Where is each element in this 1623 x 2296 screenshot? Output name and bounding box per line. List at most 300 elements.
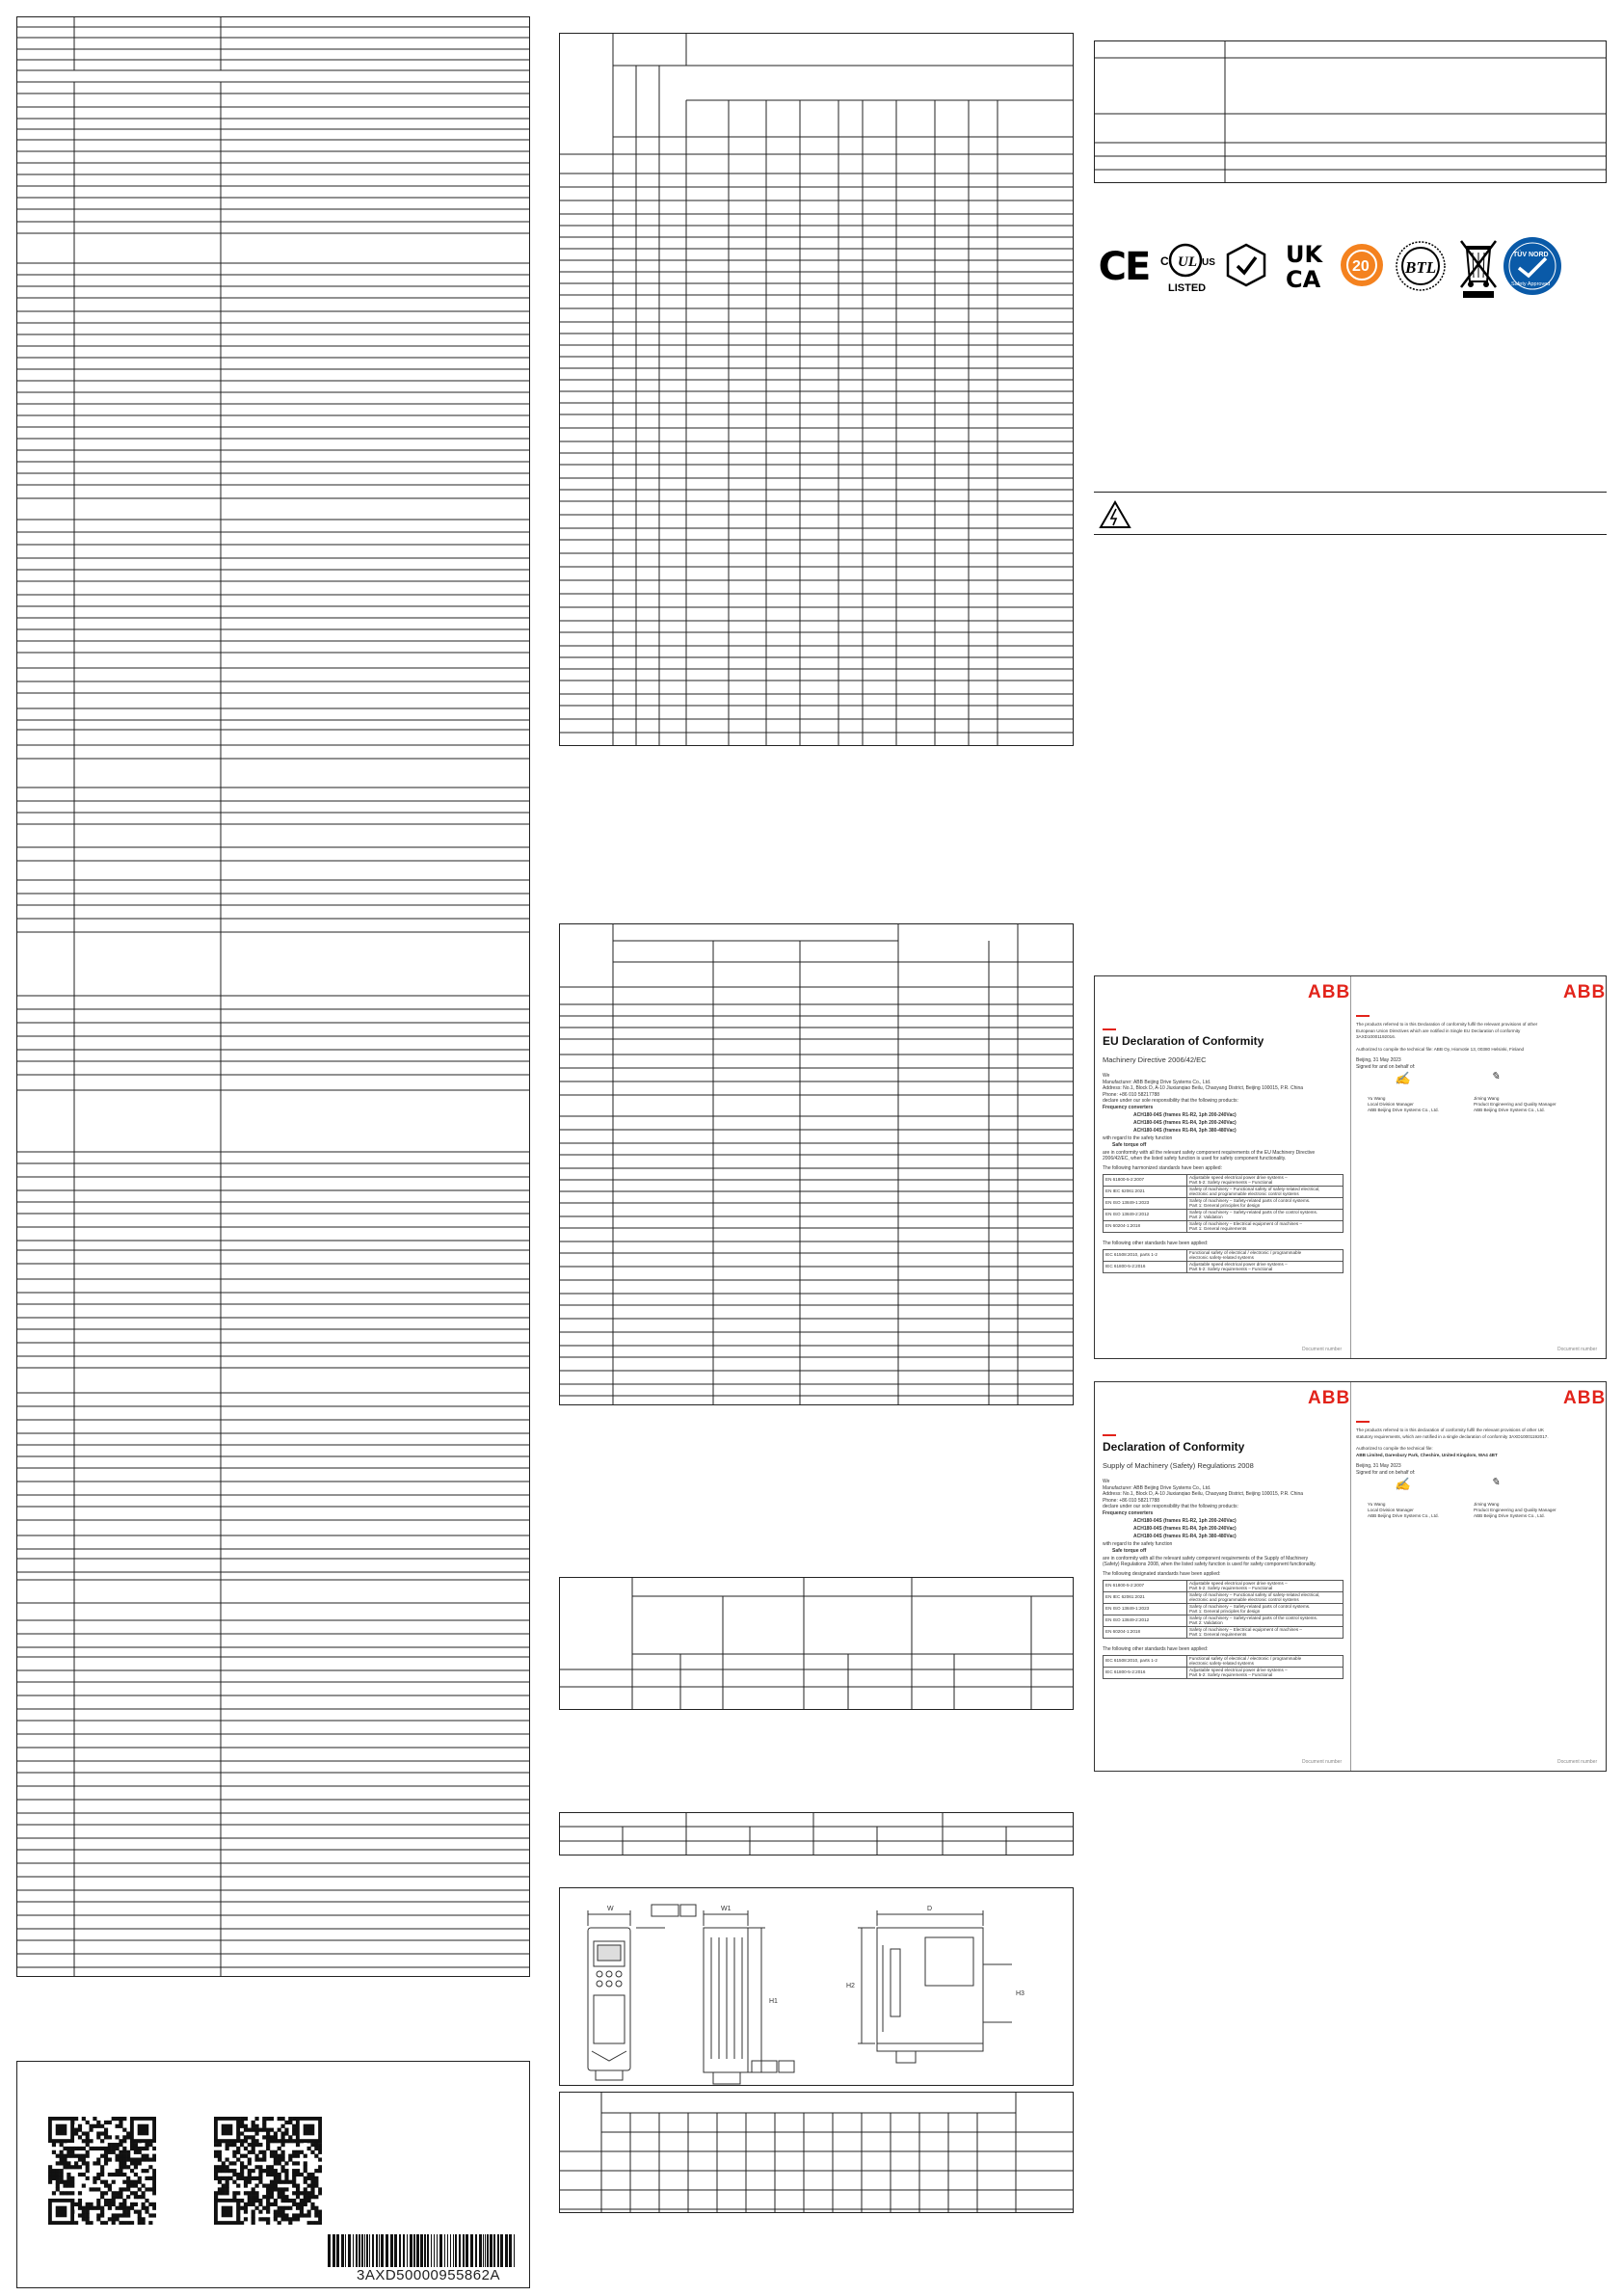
- qr-module: [100, 2206, 104, 2210]
- qr-module: [134, 2161, 138, 2165]
- document-number: Document number: [1302, 1347, 1343, 1352]
- qr-module: [266, 2221, 270, 2225]
- right-top-table: [1094, 40, 1607, 183]
- qr-module: [96, 2147, 100, 2150]
- qr-module: [119, 2150, 122, 2154]
- qr-module: [74, 2128, 78, 2132]
- qr-module: [310, 2173, 314, 2176]
- barcode-bar: [386, 2234, 388, 2267]
- qr-module: [104, 2121, 108, 2124]
- qr-module: [138, 2157, 142, 2161]
- qr-module: [314, 2143, 318, 2147]
- qr-module: [134, 2195, 138, 2199]
- standard-title: [1187, 1174, 1344, 1186]
- qr-module: [214, 2169, 218, 2173]
- qr-module: [252, 2213, 255, 2217]
- standards-table: [1103, 1249, 1344, 1273]
- qr-module: [138, 2187, 142, 2191]
- standard-title: [1187, 1580, 1344, 1591]
- qr-module: [274, 2161, 278, 2165]
- barcode-bar: [447, 2234, 448, 2267]
- qr-module: [82, 2173, 86, 2176]
- qr-module: [67, 2165, 70, 2169]
- other-standards-label: The following other standards have been applied:: [1103, 1240, 1209, 1246]
- intro-line: Phone: +86 010 58217788: [1103, 1497, 1160, 1504]
- qr-module: [142, 2195, 146, 2199]
- qr-module: [56, 2154, 60, 2158]
- qr-module: [70, 2147, 74, 2150]
- qr-module: [130, 2221, 134, 2225]
- qr-module: [310, 2195, 314, 2199]
- qr-module: [148, 2221, 152, 2225]
- standard-title-line: electronic safety-related systems: [1189, 1661, 1254, 1666]
- qr-module: [86, 2139, 90, 2143]
- barcode-bar: [455, 2234, 457, 2267]
- qr-module: [281, 2117, 285, 2121]
- qr-module: [112, 2221, 116, 2225]
- qr-module: [292, 2203, 296, 2206]
- qr-module: [130, 2191, 134, 2195]
- qr-module: [248, 2176, 252, 2180]
- standard-title-line: Part 5-2: Safety requirements – Functional: [1189, 1586, 1273, 1590]
- qr-module: [281, 2143, 285, 2147]
- qr-module: [152, 2176, 156, 2180]
- qr-module: [82, 2139, 86, 2143]
- qr-module: [218, 2150, 222, 2154]
- qr-module: [74, 2117, 78, 2121]
- qr-module: [116, 2213, 120, 2217]
- qr-module: [74, 2161, 78, 2165]
- signed-line: Signed for and on behalf of:: [1356, 1064, 1416, 1070]
- qr-module: [86, 2131, 90, 2135]
- qr-module: [278, 2128, 281, 2132]
- qr-module: [266, 2210, 270, 2214]
- barcode-bar: [434, 2234, 435, 2267]
- efup-20-icon: [1338, 241, 1386, 289]
- safety-function: Safe torque off: [1112, 1547, 1147, 1554]
- qr-module: [252, 2124, 255, 2128]
- qr-module: [281, 2150, 285, 2154]
- qr-module: [48, 2165, 52, 2169]
- qr-module: [89, 2203, 93, 2206]
- qr-module: [266, 2131, 270, 2135]
- qr-module: [74, 2154, 78, 2158]
- eu-declaration: [1094, 975, 1607, 1359]
- qr-module: [142, 2191, 146, 2195]
- qr-module: [100, 2195, 104, 2199]
- qr-module: [112, 2217, 116, 2221]
- qr-module: [226, 2184, 229, 2188]
- qr-module: [67, 2161, 70, 2165]
- qr-module: [236, 2191, 240, 2195]
- qr-module: [244, 2165, 248, 2169]
- qr-module: [292, 2131, 296, 2135]
- qr-module: [226, 2169, 229, 2173]
- qr-module: [240, 2165, 244, 2169]
- abb-logo: ABB: [1308, 1388, 1351, 1408]
- qr-module: [130, 2169, 134, 2173]
- qr-module: [304, 2191, 307, 2195]
- signer-company: ABB Beijing Drive Systems Co., Ltd.: [1474, 1108, 1545, 1112]
- qr-module: [122, 2147, 126, 2150]
- standard-code: IEC 61800-5-2:2016: [1104, 1261, 1187, 1272]
- barcode-bar: [341, 2234, 344, 2267]
- qr-module: [100, 2169, 104, 2173]
- qr-module: [284, 2199, 288, 2203]
- barcode-bar: [514, 2234, 515, 2267]
- qr-module: [262, 2124, 266, 2128]
- table-frame: [1095, 41, 1607, 183]
- barcode-bar: [399, 2234, 401, 2267]
- standard-code: IEC 61800-5-2:2016: [1104, 1667, 1187, 1678]
- qr-module: [108, 2157, 112, 2161]
- standard-title-line: Safety of machinery – Safety-related parts of control systems.: [1189, 1197, 1311, 1203]
- standard-code: IEC 61508:2010, parts 1-2: [1104, 1249, 1187, 1261]
- qr-module: [274, 2203, 278, 2206]
- qr-module: [274, 2213, 278, 2217]
- barcode-bar: [366, 2234, 368, 2267]
- qr-module: [244, 2217, 248, 2221]
- qr-module: [278, 2161, 281, 2165]
- qr-module: [232, 2143, 236, 2147]
- qr-module: [292, 2176, 296, 2180]
- qr-module: [145, 2176, 148, 2180]
- qr-module: [226, 2143, 229, 2147]
- qr-module: [108, 2173, 112, 2176]
- signer-company: ABB Beijing Drive Systems Co., Ltd.: [1368, 1108, 1439, 1112]
- qr-module: [288, 2199, 292, 2203]
- qr-module: [258, 2217, 262, 2221]
- standard-title: [1187, 1220, 1344, 1232]
- barcode-bar: [381, 2234, 384, 2267]
- barcode-bar: [361, 2234, 363, 2267]
- qr-module: [119, 2173, 122, 2176]
- qr-module: [252, 2195, 255, 2199]
- qr-module: [100, 2124, 104, 2128]
- uk-declaration: [1094, 1381, 1607, 1772]
- qr-module: [63, 2184, 67, 2188]
- qr-module: [116, 2206, 120, 2210]
- barcode-bar: [453, 2234, 454, 2267]
- qr-module: [145, 2169, 148, 2173]
- qr-module: [126, 2150, 130, 2154]
- qr-module: [112, 2147, 116, 2150]
- accent-line: [1356, 1015, 1370, 1017]
- qr-module: [112, 2199, 116, 2203]
- qr-module: [304, 2187, 307, 2191]
- qr-module: [86, 2121, 90, 2124]
- qr-module: [318, 2165, 322, 2169]
- qr-module: [89, 2187, 93, 2191]
- qr-module: [60, 2173, 64, 2176]
- qr-module: [93, 2117, 96, 2121]
- qr-module: [126, 2213, 130, 2217]
- qr-module: [78, 2135, 82, 2139]
- qr-module: [100, 2139, 104, 2143]
- qr-module: [244, 2135, 248, 2139]
- qr-module: [252, 2203, 255, 2206]
- signer-company: ABB Beijing Drive Systems Co., Ltd.: [1368, 1513, 1439, 1518]
- product-line: ACH180-04S (frames R1-R4, 3ph 380-480Vac): [1133, 1533, 1237, 1539]
- standard-title-line: Adjustable speed electrical power drive systems –: [1189, 1580, 1288, 1586]
- qr-module: [119, 2161, 122, 2165]
- qr-module: [138, 2221, 142, 2225]
- qr-module: [63, 2165, 67, 2169]
- qr-module: [119, 2195, 122, 2199]
- signer-role: Local Division Manager: [1368, 1508, 1414, 1512]
- qr-module: [152, 2206, 156, 2210]
- qr-module: [244, 2176, 248, 2180]
- qr-module: [145, 2187, 148, 2191]
- barcode-bar: [437, 2234, 438, 2267]
- qr-module: [266, 2143, 270, 2147]
- standards-table: [1103, 1580, 1344, 1639]
- qr-module: [78, 2191, 82, 2195]
- qr-module: [78, 2147, 82, 2150]
- warning-top-rule: [1094, 492, 1607, 493]
- left-table-lines: [16, 16, 530, 1977]
- qr-module: [78, 2203, 82, 2206]
- qr-module: [119, 2157, 122, 2161]
- qr-module: [281, 2180, 285, 2184]
- safety-label: with regard to the safety function: [1103, 1135, 1173, 1141]
- qr-module: [254, 2128, 258, 2132]
- qr-module: [100, 2154, 104, 2158]
- abb-logo: ABB: [1563, 982, 1607, 1002]
- qr-module: [244, 2203, 248, 2206]
- qr-module: [296, 2173, 300, 2176]
- qr-module: [232, 2173, 236, 2176]
- qr-module: [116, 2143, 120, 2147]
- qr-module: [240, 2139, 244, 2143]
- qr-module: [266, 2199, 270, 2203]
- barcode-bar: [459, 2234, 461, 2267]
- qr-module: [296, 2150, 300, 2154]
- qr-module: [252, 2221, 255, 2225]
- qr-module: [86, 2161, 90, 2165]
- qr-module: [240, 2221, 244, 2225]
- qr-module: [56, 2180, 60, 2184]
- qr-module: [300, 2191, 304, 2195]
- qr-module: [270, 2150, 274, 2154]
- qr-module: [86, 2221, 90, 2225]
- harmonized-label: The following designated standards have been applied:: [1103, 1570, 1221, 1577]
- qr-module: [314, 2180, 318, 2184]
- qr-module: [232, 2154, 236, 2158]
- qr-module: [240, 2161, 244, 2165]
- svg-text:UK: UK: [1286, 241, 1323, 268]
- qr-module: [218, 2191, 222, 2195]
- qr-module: [134, 2210, 138, 2214]
- qr-module: [104, 2221, 108, 2225]
- qr-module: [304, 2213, 307, 2217]
- qr-module: [262, 2157, 266, 2161]
- qr-module: [134, 2203, 138, 2206]
- qr-module: [93, 2176, 96, 2180]
- qr-module: [60, 2191, 64, 2195]
- qr-module: [100, 2173, 104, 2176]
- small-table: [559, 1812, 1074, 1855]
- qr-module: [281, 2169, 285, 2173]
- barcode-bar: [487, 2234, 489, 2267]
- qr-module: [254, 2165, 258, 2169]
- qr-module: [254, 2124, 258, 2128]
- table-frame: [560, 1813, 1074, 1855]
- qr-module: [292, 2217, 296, 2221]
- standard-code: EN 60204-1:2018: [1104, 1626, 1187, 1638]
- qr-module: [60, 2143, 64, 2147]
- qr-module: [60, 2169, 64, 2173]
- qr-module: [274, 2187, 278, 2191]
- qr-module: [254, 2139, 258, 2143]
- qr-module: [104, 2161, 108, 2165]
- qr-module: [288, 2135, 292, 2139]
- qr-module: [281, 2135, 285, 2139]
- qr-module: [130, 2206, 134, 2210]
- qr-module: [104, 2131, 108, 2135]
- barcode-bar: [353, 2234, 354, 2267]
- table-frame: [560, 1578, 1074, 1710]
- svg-text:US: US: [1202, 257, 1215, 268]
- qr-module: [288, 2217, 292, 2221]
- qr-module: [93, 2147, 96, 2150]
- qr-module: [300, 2213, 304, 2217]
- qr-module: [122, 2154, 126, 2158]
- qr-module: [116, 2135, 120, 2139]
- standard-code: EN ISO 13849-1:2023: [1104, 1603, 1187, 1615]
- qr-module: [100, 2210, 104, 2214]
- qr-module: [244, 2154, 248, 2158]
- qr-module: [70, 2154, 74, 2158]
- qr-module: [284, 2206, 288, 2210]
- barcode-bar: [466, 2234, 468, 2267]
- qr-module: [284, 2180, 288, 2184]
- qr-module: [96, 2203, 100, 2206]
- standard-title-line: Part 5-2: Safety requirements – Functional: [1189, 1267, 1273, 1271]
- right-text-line: 3AXD10001192016.: [1356, 1034, 1397, 1039]
- qr-module: [300, 2173, 304, 2176]
- qr-module: [236, 2176, 240, 2180]
- qr-module: [270, 2203, 274, 2206]
- qr-module: [134, 2191, 138, 2195]
- qr-module: [270, 2187, 274, 2191]
- barcode-bar: [336, 2234, 339, 2267]
- qr-module: [304, 2203, 307, 2206]
- qr-module: [252, 2191, 255, 2195]
- standard-title-line: Part 1: General principles for design: [1189, 1203, 1261, 1208]
- qr-module: [314, 2169, 318, 2173]
- qr-module: [56, 2169, 60, 2173]
- qr-module: [108, 2135, 112, 2139]
- ukca-mark-icon: [1284, 239, 1330, 293]
- qr-module: [278, 2139, 281, 2143]
- qr-module: [252, 2121, 255, 2124]
- qr-module: [284, 2169, 288, 2173]
- btl-mark-icon: [1394, 239, 1448, 293]
- qr-module: [281, 2165, 285, 2169]
- qr-module: [278, 2147, 281, 2150]
- qr-module: [74, 2165, 78, 2169]
- qr-module: [296, 2206, 300, 2210]
- qr-module: [63, 2180, 67, 2184]
- certification-logos: [1099, 231, 1610, 308]
- barcode-bar: [348, 2234, 351, 2267]
- qr-module: [122, 2199, 126, 2203]
- qr-module: [70, 2176, 74, 2180]
- qr-module: [108, 2121, 112, 2124]
- qr-module: [116, 2173, 120, 2176]
- standard-title-line: Part 2: Validation: [1189, 1620, 1223, 1625]
- qr-module: [104, 2150, 108, 2154]
- qr-module: [244, 2184, 248, 2188]
- qr-module: [254, 2117, 258, 2121]
- qr-module: [142, 2221, 146, 2225]
- qr-module: [122, 2187, 126, 2191]
- qr-module: [307, 2210, 311, 2214]
- qr-module: [116, 2217, 120, 2221]
- qr-module: [240, 2143, 244, 2147]
- qr-module: [60, 2150, 64, 2154]
- qr-module: [82, 2157, 86, 2161]
- qr-module: [281, 2154, 285, 2158]
- tuv-nord-icon: [1502, 235, 1563, 297]
- back-view-drawing: [704, 1910, 765, 2084]
- qr-module: [248, 2203, 252, 2206]
- qr-module: [288, 2206, 292, 2210]
- qr-module: [214, 2165, 218, 2169]
- qr-module: [318, 2191, 322, 2195]
- intro-line: Address: No.1, Block D, A-10 Jiuxianqiao Beilu, Chaoyang District, Beijing 100015, P.R. China: [1103, 1085, 1304, 1091]
- qr-module: [248, 2157, 252, 2161]
- barcode-bar: [431, 2234, 432, 2267]
- qr-module: [126, 2195, 130, 2199]
- standard-title-line: Functional safety of electrical / electronic / programmable: [1189, 1655, 1302, 1661]
- qr-module: [244, 2180, 248, 2184]
- qr-module: [278, 2210, 281, 2214]
- qr-module: [218, 2165, 222, 2169]
- side-view-drawing: [858, 1910, 1012, 2063]
- qr-module: [108, 2203, 112, 2206]
- qr-module: [104, 2191, 108, 2195]
- qr-module: [86, 2143, 90, 2147]
- qr-module: [252, 2217, 255, 2221]
- qr-module: [116, 2117, 120, 2121]
- qr-module: [292, 2117, 296, 2121]
- dim-label-h1: H1: [769, 1998, 778, 2005]
- qr-module: [254, 2191, 258, 2195]
- qr-module: [248, 2128, 252, 2132]
- qr-module: [119, 2187, 122, 2191]
- qr-module: [288, 2157, 292, 2161]
- qr-module: [266, 2128, 270, 2132]
- barcode-bar: [410, 2234, 412, 2267]
- qr-module: [292, 2173, 296, 2176]
- table-row: [1104, 1186, 1344, 1197]
- mount-hole-box: [652, 1905, 678, 1916]
- qr-module: [96, 2135, 100, 2139]
- qr-module: [292, 2154, 296, 2158]
- qr-module: [148, 2187, 152, 2191]
- table-row: [1104, 1209, 1344, 1220]
- qr-module: [78, 2199, 82, 2203]
- barcode-bar: [390, 2234, 393, 2267]
- qr-module: [56, 2173, 60, 2176]
- qr-module: [281, 2213, 285, 2217]
- standard-code: EN ISO 13849-2:2012: [1104, 1209, 1187, 1220]
- qr-module: [74, 2131, 78, 2135]
- standard-title: [1187, 1667, 1344, 1678]
- qr-module: [112, 2203, 116, 2206]
